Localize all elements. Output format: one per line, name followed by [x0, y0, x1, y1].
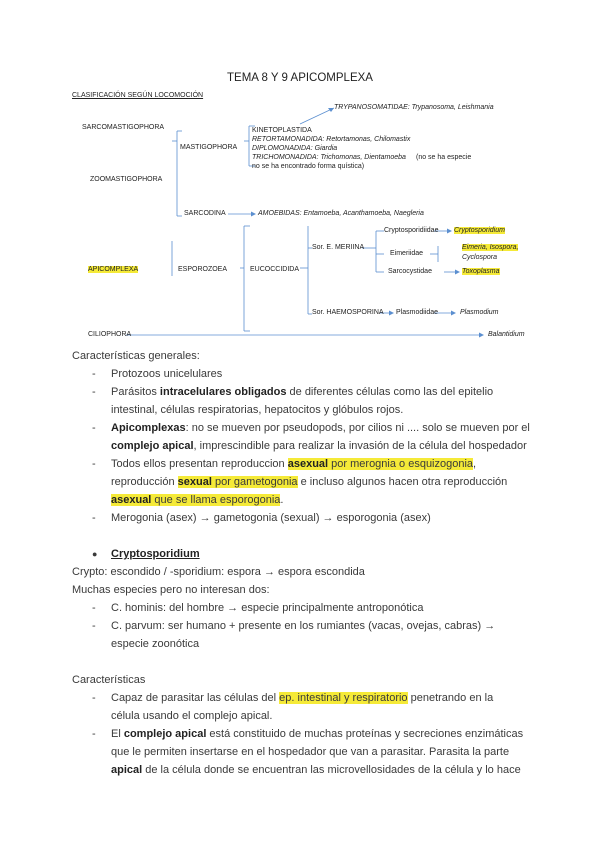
classification-diagram — [72, 86, 542, 344]
list-item: - C. parvum: ser humano + presente en los rumiantes (vacas, ovejas, cabras) → — [92, 620, 496, 632]
list-item: - Merogonia (asex) → gametogonia (sexual) → esporogonia (asex) — [92, 512, 431, 524]
list-item: - C. hominis: del hombre → especie principalmente antroponótica — [92, 602, 424, 614]
page-title: TEMA 8 Y 9 APICOMPLEXA — [227, 72, 373, 84]
list-item: - Parásitos intracelulares obligados de diferentes células como las del epitelio — [92, 386, 494, 398]
list-item-continuation: reproducción sexual por gametogonia e incluso algunos hacen otra reproducción — [111, 476, 508, 488]
document-body — [72, 347, 542, 779]
label-sarcodina: SARCODINA — [184, 210, 226, 217]
label-trypanosomatidae: TRYPANOSOMATIDAE: Trypanosoma, Leishmania — [334, 104, 494, 111]
list-item-continuation: asexual que se llama esporogonia. — [111, 494, 284, 506]
list-item: - Todos ellos presentan reproduccion asexual por merognia o esquizogonia, — [92, 458, 477, 470]
label-retortamonadida: RETORTAMONADIDA: Retortamonas, Chilomastix — [252, 136, 411, 143]
list-item-continuation: que le permiten insertarse en el hospedador que van a parasitar. Parasita la parte — [111, 746, 510, 758]
label-ciliophora: CILIOPHORA — [88, 331, 132, 338]
label-sarcocystidae: Sarcocystidae — [388, 268, 432, 275]
list-item: - Capaz de parasitar las células del ep. intestinal y respiratorio penetrando en la — [92, 692, 494, 704]
label-eimeriidae: Eimeriidae — [390, 250, 424, 257]
label-sarcomastigophora: SARCOMASTIGOPHORA — [82, 124, 165, 131]
list-item-continuation: apical de la célula donde se encuentran las microvellosidades de la célula y lo hace — [111, 764, 521, 776]
list-item: - Apicomplexas: no se mueven por pseudopods, por cilios ni .... solo se mueven por el — [92, 422, 530, 434]
label-plasmodium: Plasmodium — [460, 309, 499, 316]
label-eimeriina: Sor. E. MERIINA — [312, 244, 365, 251]
label-kinetoplastida: KINETOPLASTIDA — [252, 127, 312, 134]
label-balantidium: Balantidium — [488, 331, 525, 338]
section-heading-cryptosporidium: ● Cryptosporidium — [72, 545, 542, 563]
label-trichomonadida-note-2: no se ha encontrado forma quística) — [252, 163, 365, 170]
section-title-general: Características generales: — [72, 350, 200, 362]
list-item: - El complejo apical está constituido de muchas proteínas y secreciones enzimáticas — [92, 728, 524, 740]
list-item-continuation: célula usando el complejo apical. — [111, 710, 273, 722]
diagram-heading: CLASIFICACIÓN SEGÚN LOCOMOCIÓN — [72, 92, 204, 99]
section-title-characteristics: Características — [72, 674, 146, 686]
label-cryptosporidiidae: Cryptosporidiidae — [384, 227, 439, 234]
label-eimeria: Eimeria, Isospora, — [462, 244, 519, 251]
label-amoebidas: AMOEBIDAS: Entamoeba, Acanthamoeba, Naegleria — [258, 210, 424, 217]
label-cyclospora: Cyclospora — [462, 254, 498, 261]
list-item: - Protozoos unicelulares — [92, 368, 223, 380]
list-item-continuation: especie zoonótica — [111, 638, 200, 650]
label-cryptosporidium: Cryptosporidium — [454, 227, 505, 234]
list-item-continuation: complejo apical, imprescindible para realizar la invasión de la célula del hospedador — [111, 440, 527, 452]
label-haemosporina: Sor. HAEMOSPORINA — [312, 309, 384, 316]
crypto-etymology: Crypto: escondido / -sporidium: espora → espora escondida — [72, 566, 365, 578]
label-apicomplexa: APICOMPLEXA — [88, 266, 139, 273]
label-trichomonadida-note: (no se ha especie — [416, 154, 472, 161]
label-plasmodiidae: Plasmodiidae — [396, 309, 439, 316]
label-esporozoea: ESPOROZOEA — [178, 266, 228, 273]
crypto-species-intro: Muchas especies pero no interesan dos: — [72, 584, 270, 596]
bullet-icon: ● — [92, 549, 98, 559]
label-zoomastigophora: ZOOMASTIGOPHORA — [90, 176, 163, 183]
label-eucoccidida: EUCOCCIDIDA — [250, 266, 300, 273]
label-mastigophora: MASTIGOPHORA — [180, 144, 238, 151]
label-trichomonadida: TRICHOMONADIDA: Trichomonas, Dientamoeba — [252, 154, 406, 161]
label-diplomonadida: DIPLOMONADIDA: Giardia — [252, 145, 338, 152]
label-toxoplasma: Toxoplasma — [462, 268, 500, 275]
list-item-continuation: intestinal, células respiratorias, hepatocitos y glóbulos rojos. — [111, 404, 404, 416]
